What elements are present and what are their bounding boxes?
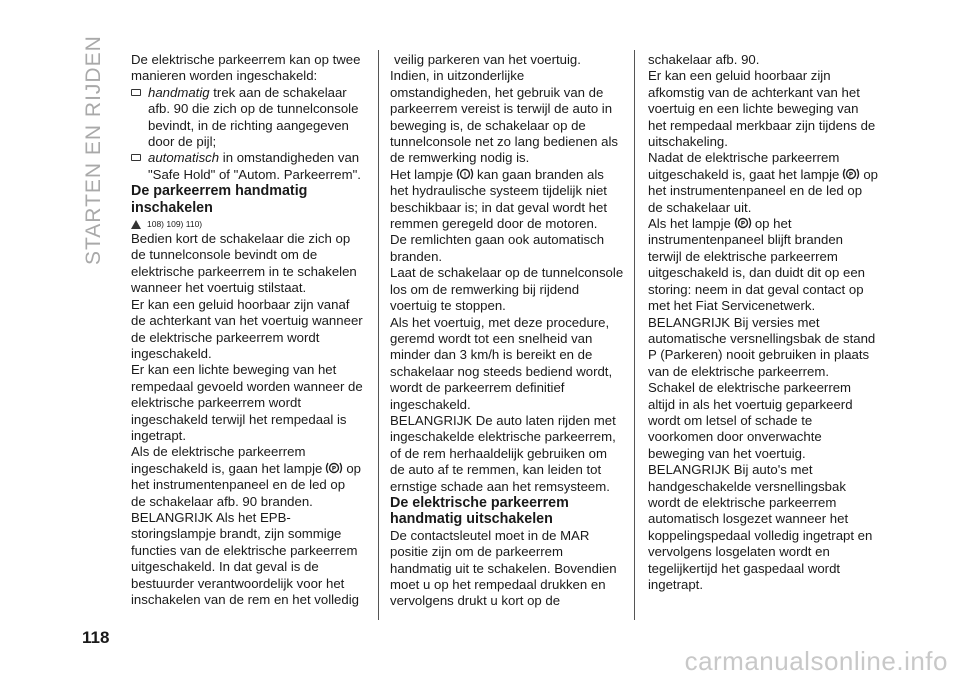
brake-warning-lamp-icon xyxy=(455,167,475,181)
paragraph: Er kan een geluid hoorbaar zijn vanaf de achterkant van het voertuig wanneer de elektrische parkeerrem wordt ingeschakeld. xyxy=(131,296,363,361)
section-heading: De elektrische parkeerrem handmatig uitschakelen xyxy=(390,494,569,528)
paragraph: BELANGRIJK De auto laten rijden met ingeschakelde elektrische parkeerrem, of de rem herhaaldelijk gebruiken om de auto af te remmen, kan leiden tot ernstige schade aan het remsysteem. xyxy=(390,412,616,494)
paragraph xyxy=(390,167,625,233)
paragraph: BELANGRIJK Bij auto's met handgeschakelde versnellingsbak wordt de elektrische parkeerrem automatisch losgezet wanneer het koppelingspedaal volledig ingetrapt en vervolgens losgelaten wordt en tegelijkertijd het gaspedaal wordt ingetrapt. xyxy=(648,462,873,592)
paragraph: BELANGRIJK Bij versies met automatische versnellingsbak de stand P (Parkeren) nooit gebruiken in plaats van de elektrische parkeerrem. Schakel de elektrische parkeerrem altijd in als het voertuig geparkeerd wordt om letsel of schade te voorkomen door onverwachte beweging van het voertuig. xyxy=(648,314,876,461)
bullet-icon xyxy=(131,154,141,161)
paragraph: De contactsleutel moet in de MAR positie zijn om de parkeerrem handmatig uit te schakelen. Bovendien moet u op het rempedaal drukken en vervolgens drukt u kort op de xyxy=(390,527,617,609)
column-1 xyxy=(131,52,363,608)
text-segment: Als de elektrische parkeerrem ingeschakeld is, gaan het lampje xyxy=(131,444,323,476)
text-segment: Als het lampje xyxy=(648,216,731,232)
bullet-term: automatisch xyxy=(148,150,220,166)
page-number: 118 xyxy=(82,628,110,647)
svg-text:P: P xyxy=(332,465,337,473)
paragraph: Laat de schakelaar op de tunnelconsole los om de remwerking bij rijdend voertuig te stoppen. xyxy=(390,265,624,314)
paragraph: Er kan een geluid hoorbaar zijn afkomstig van de achterkant van het voertuig en een lichte beweging van het rempedaal merkbaar zijn tijdens de uitschakeling. xyxy=(648,68,876,150)
paragraph: veilig parkeren van het voertuig. xyxy=(394,52,581,67)
paragraph: Er kan een lichte beweging van het rempedaal gevoeld worden wanneer de elektrische parkeerrem wordt ingeschakeld terwijl het rempedaal is ingetrapt. xyxy=(131,362,363,443)
bullet-item-automatic xyxy=(131,150,363,183)
reference-numbers: 108) 109) 110) xyxy=(147,218,203,229)
bullet-text: trek aan de schakelaar afb. 90 die zich op de tunnelconsole bevindt, in de richting aangegeven door de pijl; xyxy=(148,84,359,150)
bullet-item-manual xyxy=(131,85,363,151)
brake-warning-lamp-icon xyxy=(733,216,753,230)
svg-text:P: P xyxy=(849,171,854,179)
chapter-side-title: STARTEN EN RIJDEN xyxy=(82,35,105,265)
paragraph: Bedien kort de schakelaar die zich op de tunnelconsole bevindt om de elektrische parkeerrem in te schakelen wanneer het voertuig stilstaat. xyxy=(131,231,357,296)
text-segment: Nadat de elektrische parkeerrem uitgeschakeld is, gaat het lampje xyxy=(648,150,840,182)
text-segment: op het instrumentenpaneel blijft branden terwijl de elektrische parkeerrem uitgeschakeld is, dan duidt dit op een storing: neem in dat geval contact op met het Fiat Servicenetwerk. xyxy=(648,216,866,314)
text-segment: Het lampje xyxy=(390,166,454,182)
text-segment: kan gaan branden als het hydraulische systeem tijdelijk niet beschikbaar is; in dat geval wordt het remmen geregeld door de motoren. xyxy=(390,166,607,232)
intro-paragraph: De elektrische parkeerrem kan op twee manieren worden ingeschakeld: xyxy=(131,52,361,84)
svg-text:!: ! xyxy=(463,171,467,179)
watermark: carmanualsonline.info xyxy=(684,646,948,676)
paragraph: Indien, in uitzonderlijke omstandigheden, het gebruik van de parkeerrem vereist is terwijl de auto in beweging is, de schakelaar op de tunnelconsole net zo lang bedienen als de remwerking nodig is. xyxy=(390,68,619,166)
bullet-term: handmatig xyxy=(148,84,210,100)
column-divider xyxy=(634,50,635,620)
warning-triangle-icon xyxy=(131,220,141,229)
bullet-icon xyxy=(131,89,141,96)
column-2 xyxy=(390,52,625,610)
paragraph: Als het voertuig, met deze procedure, geremd wordt tot een snelheid van minder dan 3 km/h is bereikt en de schakelaar nog steeds bediend wordt, wordt de parkeerrem definitief ingeschakeld. xyxy=(390,314,613,412)
paragraph xyxy=(648,216,878,314)
svg-text:P: P xyxy=(740,220,746,228)
brake-warning-lamp-icon xyxy=(324,461,344,475)
paragraph xyxy=(648,150,878,216)
text-segment: op het instrumentenpaneel en de led op de schakelaar uit. xyxy=(648,166,879,215)
column-divider xyxy=(378,50,379,620)
text-segment: op het instrumentenpaneel en de led op de schakelaar afb. 90 branden. xyxy=(131,460,362,509)
paragraph: De remlichten gaan ook automatisch branden. xyxy=(390,232,605,264)
brake-warning-lamp-icon xyxy=(841,167,861,181)
warning-references xyxy=(131,218,363,230)
bullet-text: in omstandigheden van "Safe Hold" of "Autom. Parkeerrem". xyxy=(148,150,361,182)
paragraph: BELANGRIJK Als het EPB-storingslampje brandt, zijn sommige functies van de elektrische parkeerrem uitgeschakeld. In dat geval is de bestuurder verantwoordelijk voor het inschakelen van de rem en het volledig xyxy=(131,509,359,607)
section-heading: De parkeerrem handmatig inschakelen xyxy=(131,183,308,216)
paragraph: schakelaar afb. 90. xyxy=(648,52,760,67)
paragraph xyxy=(131,444,363,510)
column-3 xyxy=(648,52,878,593)
